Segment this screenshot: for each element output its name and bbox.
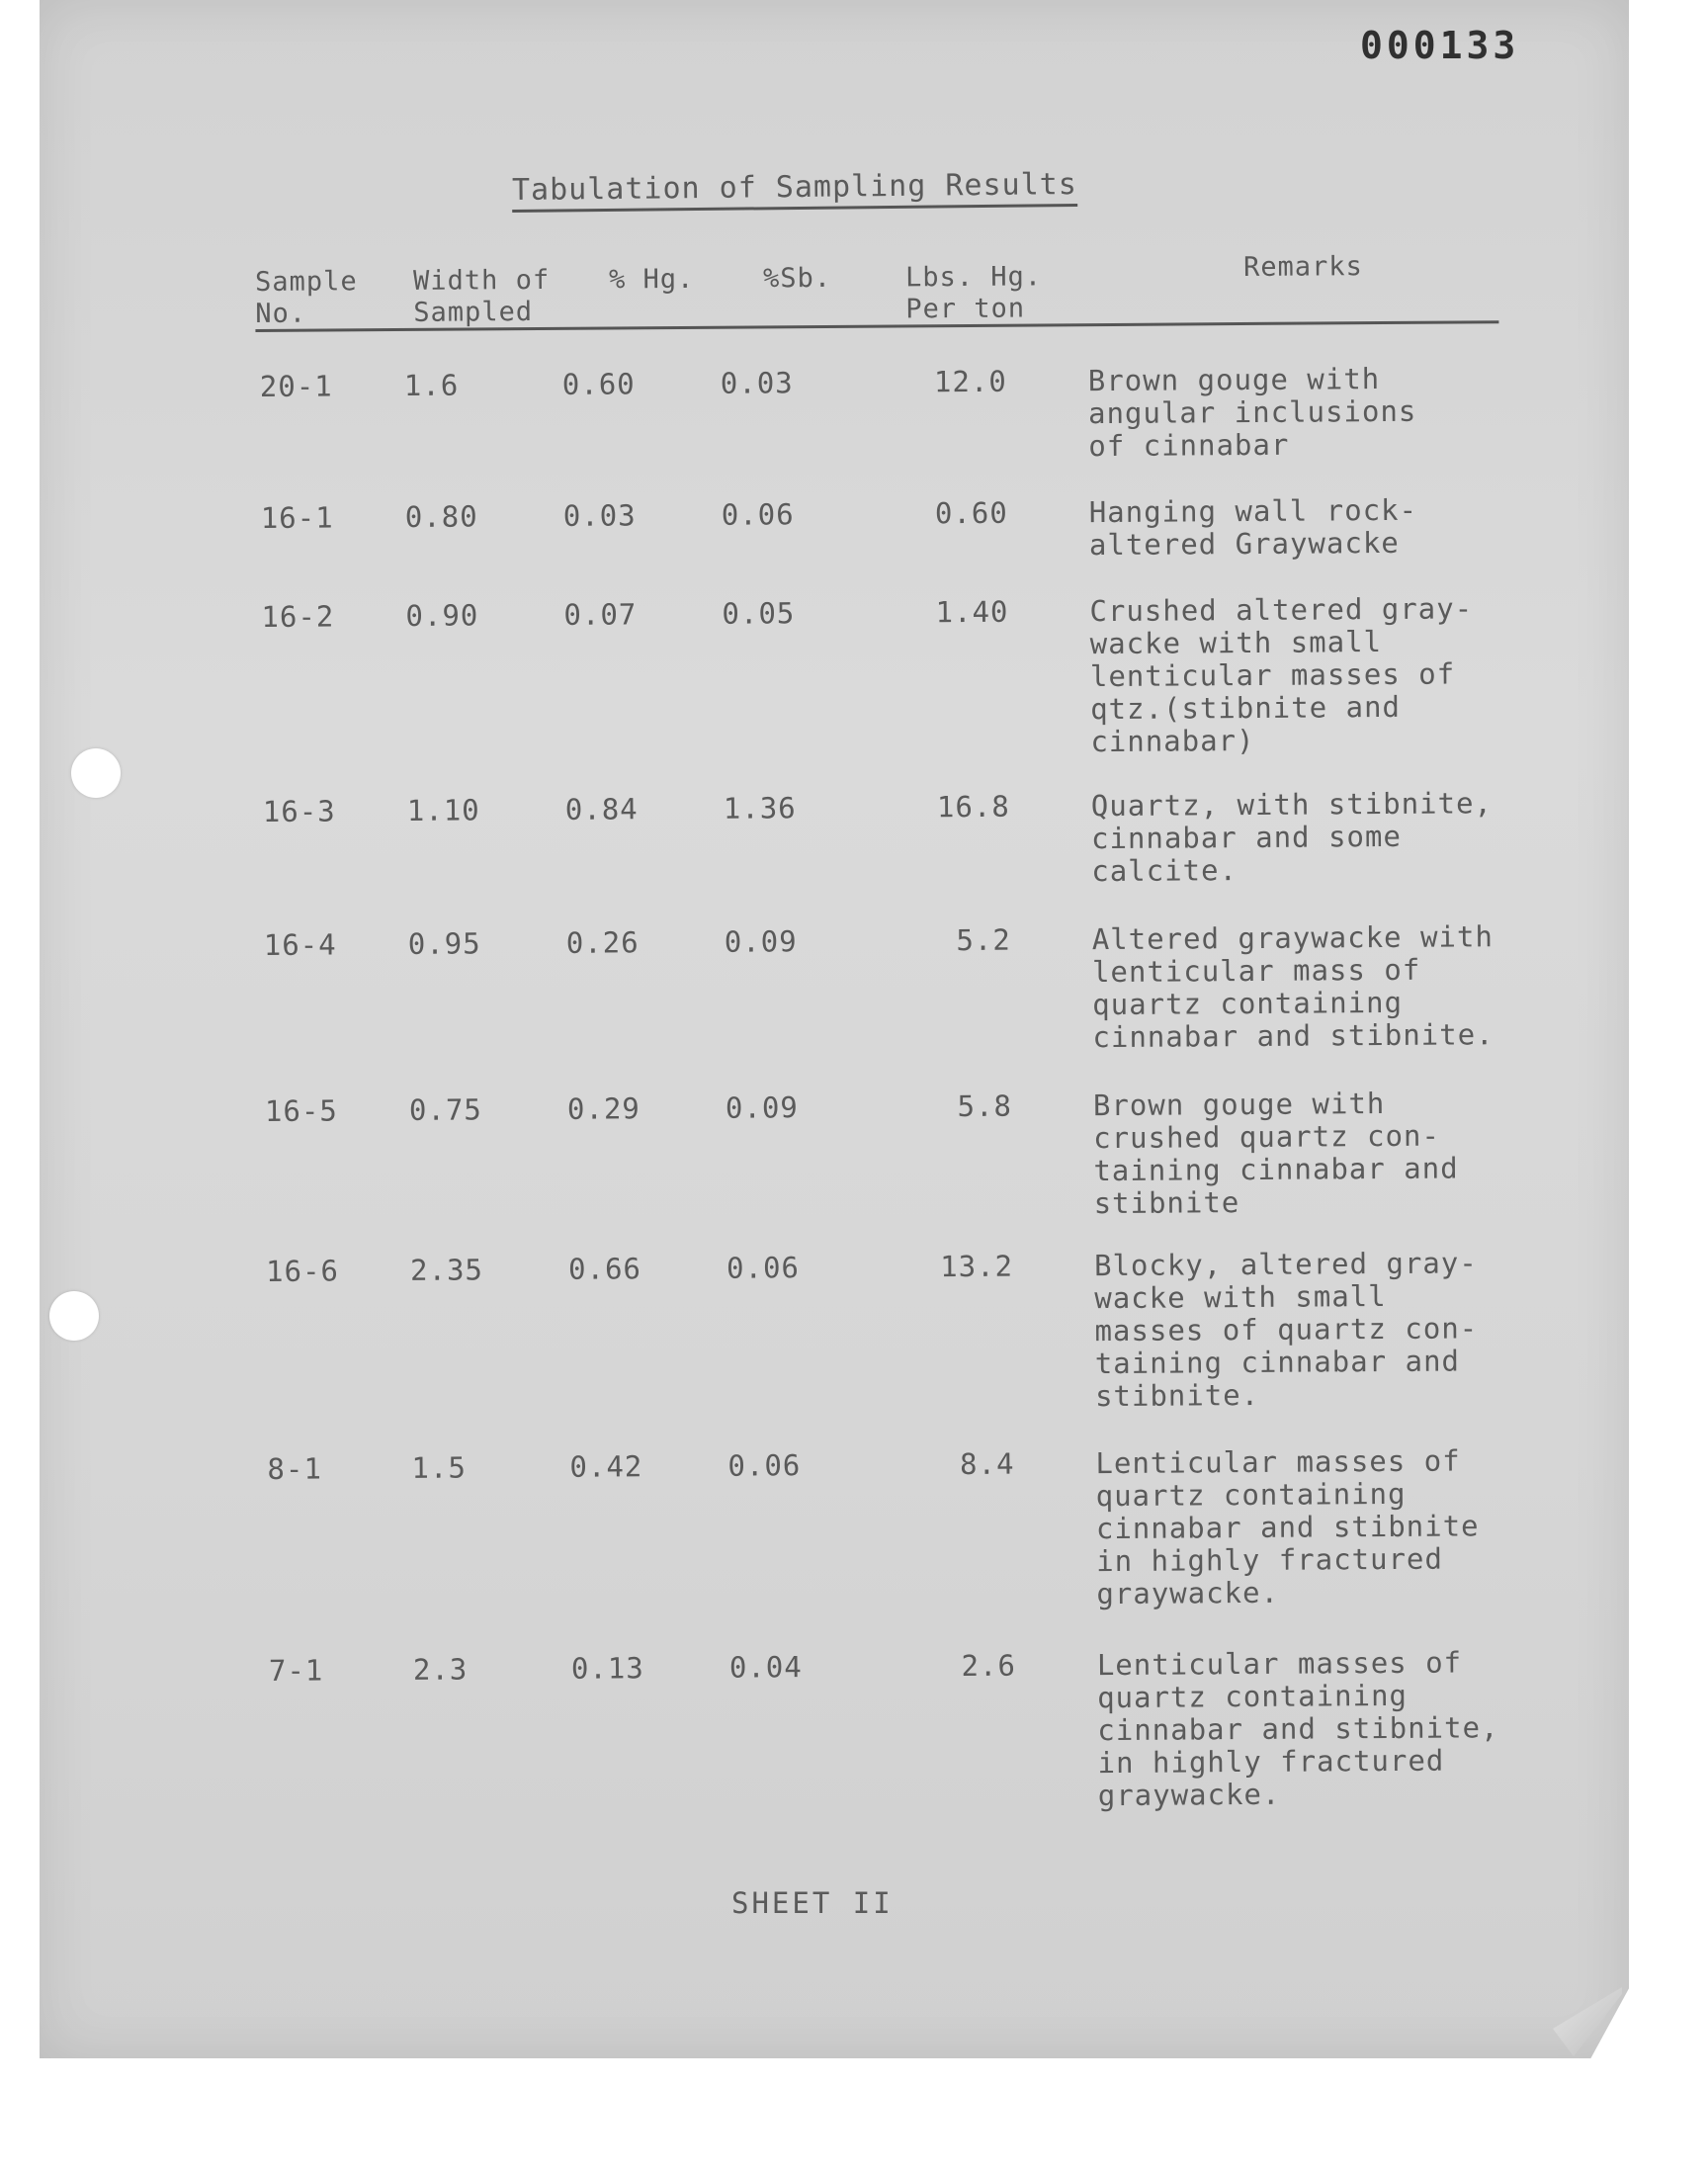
header-remarks: Remarks bbox=[1242, 251, 1363, 284]
sampling-results-table bbox=[255, 251, 1551, 1819]
table-row bbox=[257, 591, 1542, 759]
width-sampled-cell: 2.3 bbox=[412, 1652, 469, 1687]
percent-sb-cell: 0.09 bbox=[725, 1090, 799, 1125]
sample-number-cell: 16-5 bbox=[264, 1093, 338, 1128]
header-lbs-hg-per-ton: Lbs. Hg. Per ton bbox=[904, 261, 1043, 325]
remarks-cell: Hanging wall rock- altered Graywacke bbox=[1088, 492, 1418, 563]
lbs-hg-per-ton-cell: 5.2 bbox=[956, 922, 1011, 958]
lbs-hg-per-ton-cell: 0.60 bbox=[934, 495, 1008, 531]
punch-hole-lower bbox=[49, 1291, 99, 1341]
table-row bbox=[261, 1087, 1546, 1221]
document-title: Tabulation of Sampling Results bbox=[512, 167, 1077, 213]
punch-hole-upper bbox=[71, 748, 121, 798]
remarks-cell: Altered graywacke with lenticular mass of quartz containing cinnabar and stibnite. bbox=[1091, 919, 1494, 1055]
percent-hg-cell: 0.42 bbox=[569, 1449, 643, 1484]
sample-number-cell: 16-1 bbox=[260, 500, 334, 535]
percent-hg-cell: 0.29 bbox=[566, 1091, 640, 1126]
lbs-hg-per-ton-cell: 13.2 bbox=[940, 1249, 1014, 1284]
remarks-cell: Brown gouge with angular inclusions of cinnabar bbox=[1087, 362, 1417, 464]
header-percent-hg: % Hg. bbox=[608, 263, 695, 296]
header-sample-no: Sample No. bbox=[255, 266, 358, 329]
table-row bbox=[263, 1443, 1548, 1611]
width-sampled-cell: 1.10 bbox=[406, 793, 480, 827]
percent-hg-cell: 0.84 bbox=[564, 792, 639, 826]
sample-number-cell: 7-1 bbox=[268, 1653, 324, 1688]
remarks-cell: Blocky, altered gray- wacke with small masses of quartz con- taining cinnabar and stibnite. bbox=[1093, 1246, 1479, 1414]
sample-number-cell: 16-6 bbox=[265, 1254, 340, 1288]
remarks-cell: Brown gouge with crushed quartz con- taining cinnabar and stibnite bbox=[1092, 1087, 1459, 1221]
header-width-sampled: Width of Sampled bbox=[412, 264, 551, 328]
percent-sb-cell: 0.06 bbox=[727, 1448, 802, 1483]
lbs-hg-per-ton-cell: 1.40 bbox=[935, 594, 1009, 630]
sample-number-cell: 20-1 bbox=[259, 369, 333, 403]
lbs-hg-per-ton-cell: 8.4 bbox=[959, 1446, 1015, 1482]
table-row bbox=[257, 492, 1542, 563]
percent-hg-cell: 0.60 bbox=[561, 367, 636, 401]
sample-number-cell: 16-3 bbox=[262, 794, 336, 828]
percent-hg-cell: 0.03 bbox=[562, 498, 637, 533]
width-sampled-cell: 2.35 bbox=[409, 1253, 484, 1287]
sample-number-cell: 16-2 bbox=[261, 599, 335, 634]
sample-number-cell: 16-4 bbox=[263, 927, 337, 962]
percent-sb-cell: 0.06 bbox=[726, 1251, 801, 1285]
remarks-cell: Quartz, with stibnite, cinnabar and some calcite. bbox=[1090, 786, 1494, 889]
document-number: 000133 bbox=[1360, 24, 1520, 67]
sheet-label: SHEET II bbox=[731, 1886, 894, 1920]
width-sampled-cell: 0.80 bbox=[404, 499, 478, 534]
table-row bbox=[260, 919, 1545, 1055]
percent-sb-cell: 0.03 bbox=[720, 366, 794, 400]
width-sampled-cell: 0.95 bbox=[407, 926, 481, 961]
remarks-cell: Lenticular masses of quartz containing cinnabar and stibnite, in highly fractured graywacke. bbox=[1096, 1645, 1499, 1813]
percent-sb-cell: 0.04 bbox=[728, 1650, 803, 1685]
percent-hg-cell: 0.13 bbox=[570, 1651, 644, 1686]
percent-hg-cell: 0.26 bbox=[565, 925, 640, 960]
percent-hg-cell: 0.07 bbox=[563, 597, 638, 632]
width-sampled-cell: 0.90 bbox=[405, 598, 479, 633]
width-sampled-cell: 1.6 bbox=[403, 368, 460, 402]
header-percent-sb: %Sb. bbox=[762, 262, 832, 295]
percent-sb-cell: 0.06 bbox=[721, 497, 795, 532]
width-sampled-cell: 1.5 bbox=[411, 1450, 467, 1485]
table-row bbox=[259, 786, 1544, 889]
lbs-hg-per-ton-cell: 5.8 bbox=[957, 1088, 1013, 1124]
sample-number-cell: 8-1 bbox=[267, 1451, 322, 1486]
table-row bbox=[265, 1645, 1550, 1813]
width-sampled-cell: 0.75 bbox=[408, 1092, 482, 1127]
lbs-hg-per-ton-cell: 12.0 bbox=[933, 364, 1007, 399]
percent-sb-cell: 0.05 bbox=[722, 596, 796, 631]
table-row bbox=[256, 362, 1541, 464]
remarks-cell: Lenticular masses of quartz containing cinnabar and stibnite in highly fractured graywacke. bbox=[1095, 1443, 1480, 1611]
lbs-hg-per-ton-cell: 2.6 bbox=[961, 1648, 1017, 1684]
percent-sb-cell: 1.36 bbox=[723, 791, 797, 826]
remarks-cell: Crushed altered gray- wacke with small lenticular masses of qtz.(stibnite and cinnabar) bbox=[1089, 591, 1474, 759]
table-row bbox=[262, 1246, 1547, 1414]
percent-hg-cell: 0.66 bbox=[567, 1252, 642, 1286]
percent-sb-cell: 0.09 bbox=[724, 924, 798, 959]
lbs-hg-per-ton-cell: 16.8 bbox=[936, 789, 1010, 825]
